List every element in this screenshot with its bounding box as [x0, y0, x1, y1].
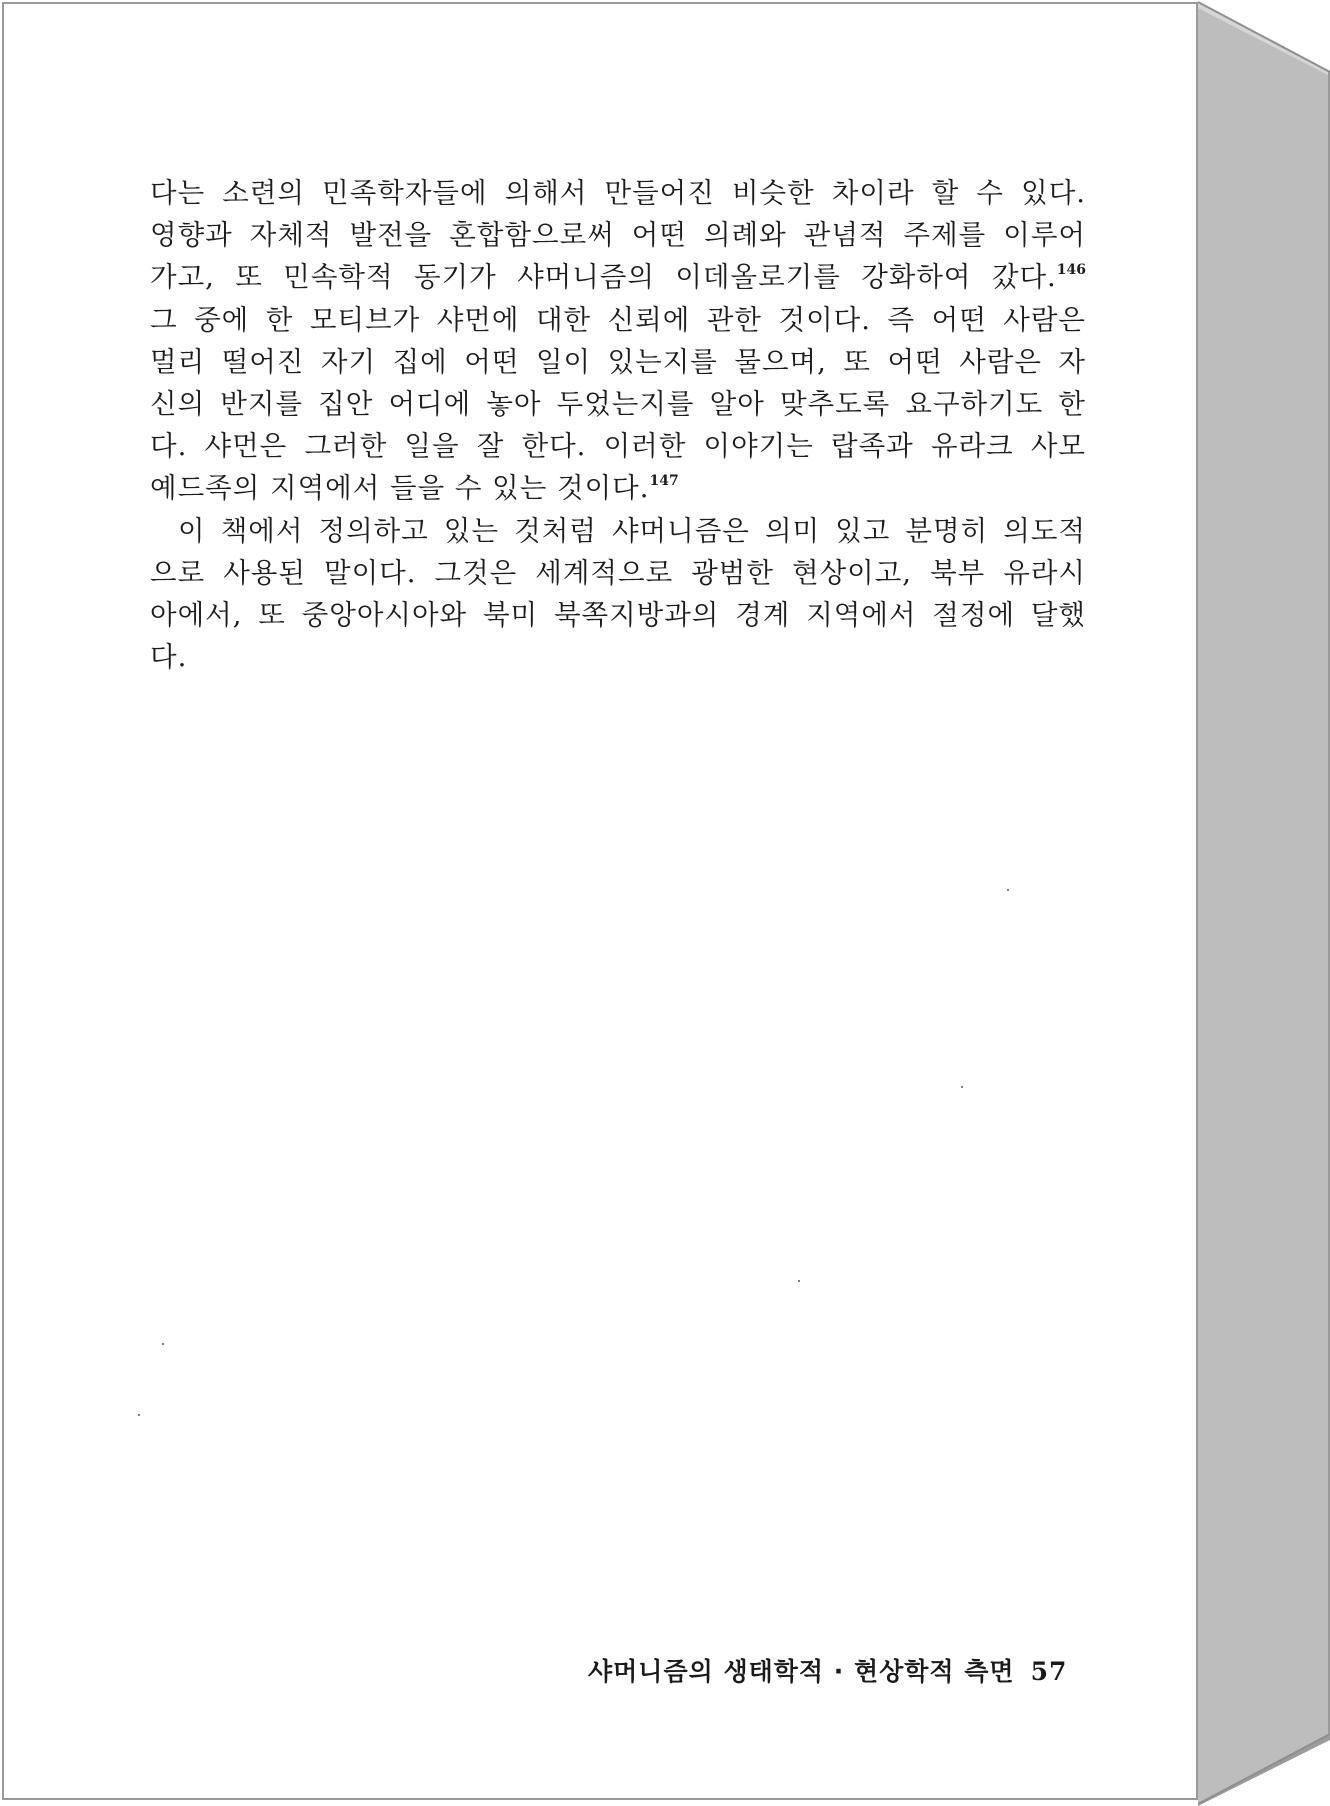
scan-speck — [961, 1086, 963, 1088]
scan-speck — [162, 1343, 164, 1345]
text-line: 이 책에서 정의하고 있는 것처럼 샤머니즘은 의미 있고 분명히 의도적 — [178, 514, 1086, 547]
text-line-with-footnote — [150, 467, 1086, 509]
page-footer — [588, 1652, 1078, 1688]
footnote-marker-146: 146 — [1056, 262, 1086, 279]
text-line: 다. — [150, 641, 188, 674]
text-line: 다는 소련의 민족학자들에 의해서 만들어진 비슷한 차이라 할 수 있다. — [150, 177, 1086, 209]
text-line-content: 가고, 또 민속학적 동기가 샤머니즘의 이데올로기를 강화하여 갔다. — [150, 261, 1057, 294]
text-line-content: 예드족의 지역에서 들을 수 있는 것이다. — [150, 472, 650, 505]
page-number: 57 — [1030, 1657, 1068, 1686]
text-line: 다. 샤먼은 그러한 일을 잘 한다. 이러한 이야기는 랍족과 유라크 사모 — [150, 430, 1086, 463]
footnote-marker-147: 147 — [649, 473, 679, 490]
text-line: 영향과 자체적 발전을 혼합함으로써 어떤 의례와 관념적 주제를 이루어 — [150, 219, 1086, 252]
text-line-with-footnote — [150, 256, 1086, 298]
scan-speck — [798, 1280, 800, 1282]
scan-speck — [138, 1414, 140, 1416]
running-title: 샤머니즘의 생태학적 · 현상학적 측면 — [588, 1657, 1015, 1686]
book-page — [2, 2, 1198, 1800]
text-line: 으로 사용된 말이다. 그것은 세계적으로 광범한 현상이고, 북부 유라시 — [150, 556, 1086, 589]
text-line: 아에서, 또 중앙아시아와 북미 북쪽지방과의 경계 지역에서 절정에 달했 — [150, 598, 1086, 631]
scan-speck — [1007, 889, 1009, 891]
body-text — [150, 172, 1086, 678]
text-line: 그 중에 한 모티브가 샤먼에 대한 신뢰에 관한 것이다. 즉 어떤 사람은 — [150, 303, 1086, 336]
book-page-edge — [1198, 0, 1330, 1806]
text-line: 멀리 떨어진 자기 집에 어떤 일이 있는지를 물으며, 또 어떤 사람은 자 — [150, 345, 1086, 378]
text-line: 신의 반지를 집안 어디에 놓아 두었는지를 알아 맞추도록 요구하기도 한 — [150, 387, 1086, 420]
